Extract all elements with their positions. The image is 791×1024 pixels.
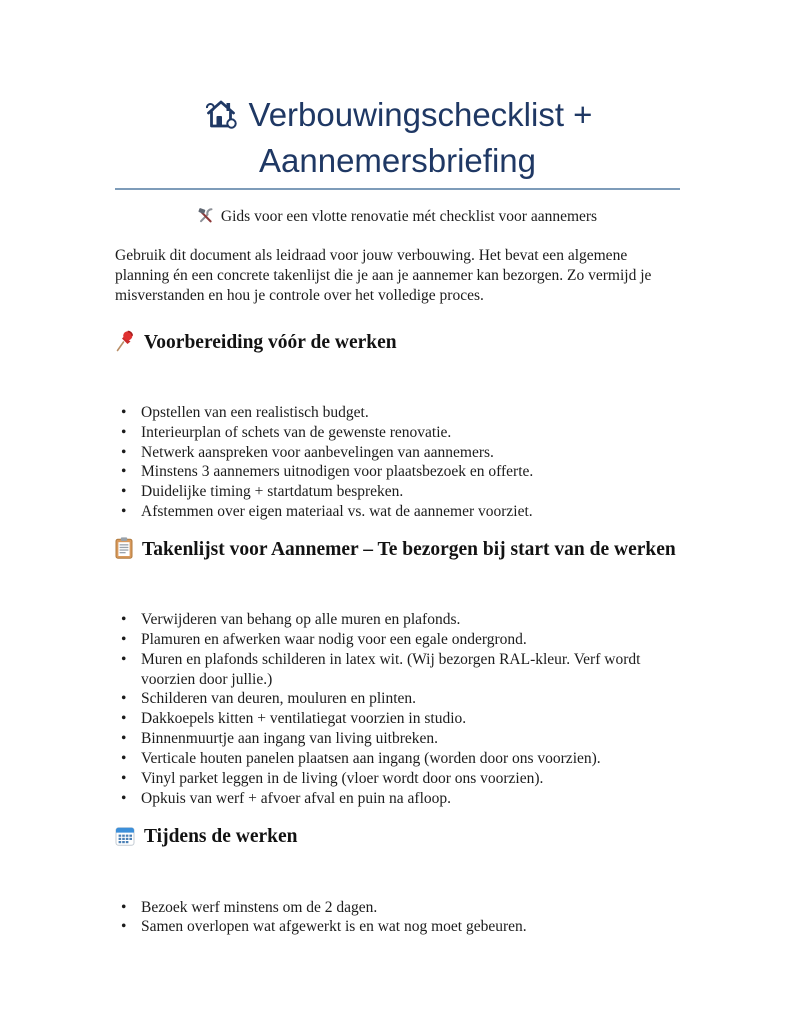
subtitle-text: Gids voor een vlotte renovatie mét checklist voor aannemers	[220, 208, 598, 226]
document-subtitle-row	[115, 207, 680, 230]
section-tijdens-de-werken	[115, 821, 680, 937]
document-title-block	[115, 94, 680, 181]
house-with-garden-icon	[203, 98, 239, 140]
list-item: • Duidelijke timing + startdatum bespreken.	[115, 482, 680, 502]
hammer-and-wrench-icon	[198, 208, 214, 230]
list-item: • Netwerk aanspreken voor aanbevelingen van aannemers.	[115, 443, 680, 463]
section-heading-text: Tijdens de werken	[144, 826, 298, 848]
list-item: • Bezoek werf minstens om de 2 dagen.	[115, 898, 680, 918]
section-heading-text: Takenlijst voor Aannemer – Te bezorgen bij start van de werken	[142, 538, 676, 560]
list-item: • Verwijderen van behang op alle muren en plafonds.	[115, 610, 680, 630]
calendar-icon	[115, 825, 135, 856]
list-item: • Plamuren en afwerken waar nodig voor een egale ondergrond.	[115, 630, 680, 650]
section-voorbereiding	[115, 327, 680, 522]
intro-paragraph: Gebruik dit document als leidraad voor jouw verbouwing. Het bevat een algemene planning én een concrete takenlijst die je aan je aannemer kan bezorgen. Zo vermijd je misverstanden en hou je controle over het volledige proces.	[115, 247, 652, 304]
list-item: • Binnenmuurtje aan ingang van living uitbreken.	[115, 729, 680, 749]
list-item: • Samen overlopen wat afgewerkt is en wat nog moet gebeuren.	[115, 917, 680, 937]
section-heading	[115, 327, 680, 362]
list-item: • Vinyl parket leggen in de living (vloer wordt door ons voorzien).	[115, 769, 680, 789]
checklist-takenlijst	[115, 610, 680, 808]
list-item: • Interieurplan of schets van de gewenste renovatie.	[115, 423, 680, 443]
section-heading	[115, 534, 680, 569]
checklist-voorbereiding	[115, 403, 680, 522]
page-title: Verbouwingschecklist + Aannemersbriefing	[248, 96, 593, 179]
list-item: • Opstellen van een realistisch budget.	[115, 403, 680, 423]
section-heading	[115, 821, 680, 856]
pushpin-icon	[115, 330, 135, 362]
list-item: • Verticale houten panelen plaatsen aan ingang (worden door ons voorzien).	[115, 749, 680, 769]
list-item: • Muren en plafonds schilderen in latex wit. (Wij bezorgen RAL-kleur. Verf wordt voorzien door jullie.)	[115, 650, 680, 690]
list-item: • Dakkoepels kitten + ventilatiegat voorzien in studio.	[115, 709, 680, 729]
list-item: • Minstens 3 aannemers uitnodigen voor plaatsbezoek en offerte.	[115, 462, 680, 482]
list-item: • Schilderen van deuren, mouluren en plinten.	[115, 689, 680, 709]
list-item: • Opkuis van werf + afvoer afval en puin na afloop.	[115, 789, 680, 809]
list-item: • Afstemmen over eigen materiaal vs. wat de aannemer voorziet.	[115, 502, 680, 522]
clipboard-icon	[115, 537, 133, 569]
title-divider	[115, 188, 680, 190]
section-heading-text: Voorbereiding vóór de werken	[144, 331, 397, 353]
section-takenlijst	[115, 534, 680, 808]
checklist-tijdens	[115, 898, 680, 938]
